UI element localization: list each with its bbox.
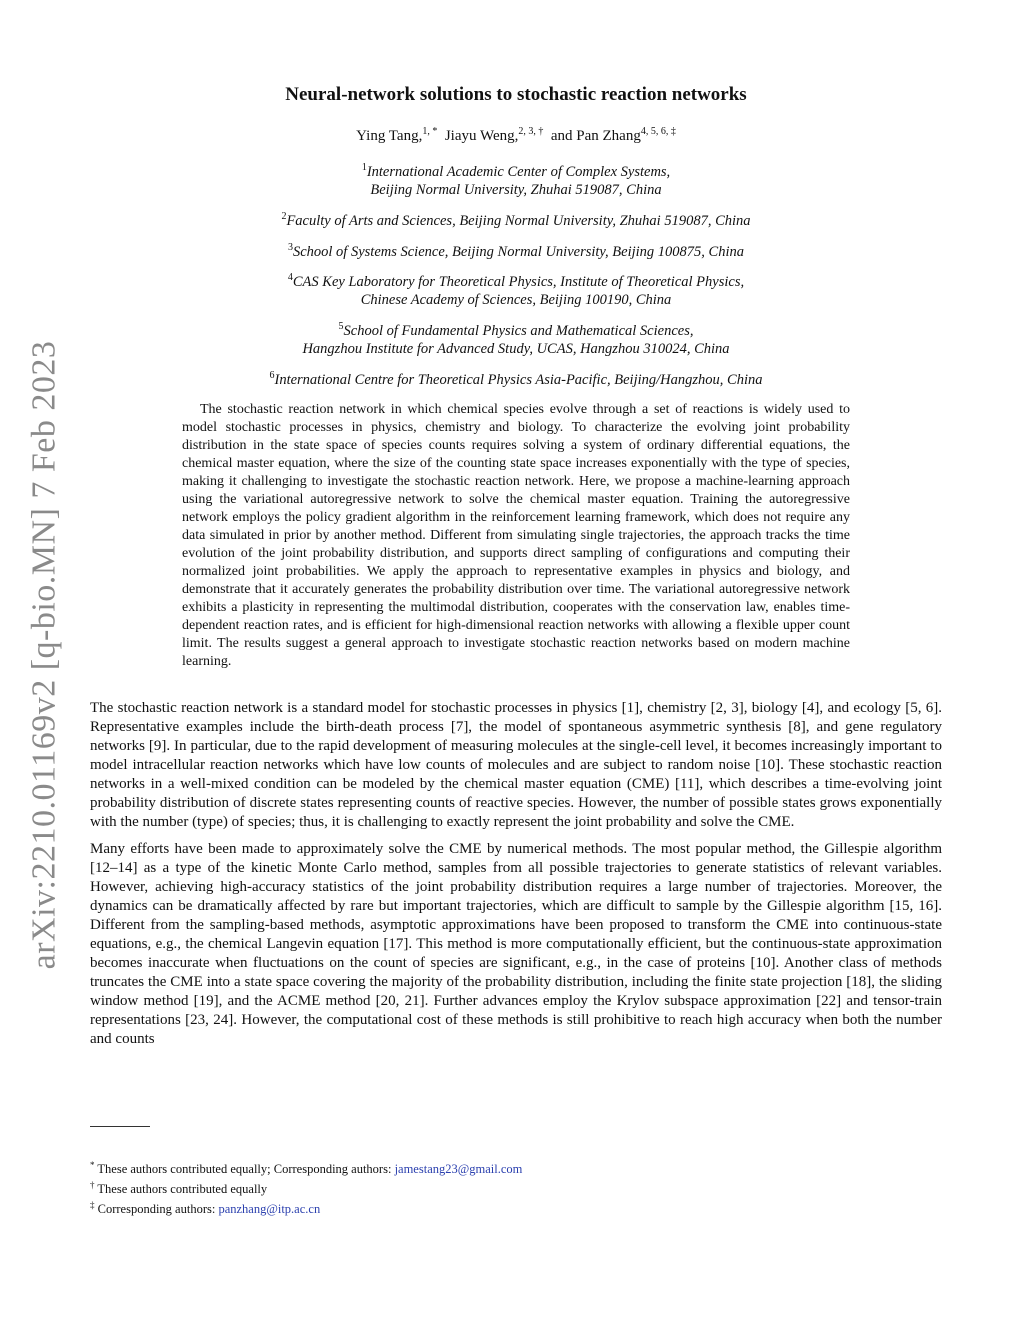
author-affil-marks: 4, 5, 6, ‡ [640, 126, 676, 137]
arxiv-identifier: arXiv:2210.01169v2 [q-bio.MN] 7 Feb 2023 [25, 340, 63, 970]
footnote-divider [90, 1126, 150, 1127]
footnote-item: * These authors contributed equally; Corresponding authors: jamestang23@gmail.com [90, 1160, 523, 1177]
arxiv-identifier-sidebar [14, 340, 74, 970]
author-name: Ying Tang, [356, 128, 423, 144]
body-paragraph: The stochastic reaction network is a standard model for stochastic processes in physics [1], chemistry [2, 3], biology [4], and ecology [5, 6]. Representative examples include the birth-death process [7], the model of spontaneous asymmetric synthesis [8], and gene regulatory networks [9]. In particular, due to the rapid development of measuring molecules at the single-cell level, it becomes increasingly important to model intracellular reaction networks which have low counts of molecules and are subject to random noise [10]. These stochastic reaction networks in a well-mixed condition can be modeled by the chemical master equation (CME) [11], which describes a time-evolving joint probability distribution of discrete states representing counts of reactive species. However, the number of possible states grows exponentially with the number (type) of species; thus, it is challenging to exactly represent the joint probability and solve the CME. [90, 699, 942, 830]
affiliation-6: $^6$International Centre for Theoretical Physics Asia-Pacific, Beijing/Hangzhou, China [269, 370, 763, 388]
email-link[interactable]: panzhang@itp.ac.cn [218, 1202, 321, 1217]
author-name: Jiayu Weng, [444, 128, 519, 144]
paper-page [90, 84, 942, 1057]
paper-title: Neural-network solutions to stochastic reaction networks [285, 84, 747, 105]
footnote-item: † These authors contributed equally [90, 1180, 268, 1197]
author-list [90, 126, 942, 145]
affiliation-2: $^2$Faculty of Arts and Sciences, Beijing Normal University, Zhuhai 519087, China [281, 210, 751, 229]
email-link[interactable]: jamestang23@gmail.com [394, 1162, 523, 1177]
abstract: The stochastic reaction network in which chemical species evolve through a set of reactions is widely used to model stochastic processes in physics, chemistry and biology. To characterize the evolving joint probability distribution in the state space of species counts requires solving a system of ordinary differential equations, the chemical master equation, where the size of the counting state space increases exponentially with the type of species, making it challenging to investigate the stochastic reaction network. Here, we propose a machine-learning approach using the variational autoregressive network to solve the chemical master equation. Training the autoregressive network employs the policy gradient algorithm in the reinforcement learning framework, which does not require any data simulated in prior by another method. Different from simulating single trajectories, the approach tracks the time evolution of the joint probability distribution, and supports direct sampling of configurations and computing their normalized joint probabilities. We apply the approach to representative examples in physics and biology, and demonstrate that it accurately generates the probability distribution over time. The variational autoregressive network exhibits a plasticity in representing the multimodal distribution, cooperates with the conservation law, enables time-dependent reaction rates, and is efficient for high-dimensional reaction networks with allowing a flexible upper count limit. The results suggest a general approach to investigate stochastic reaction networks based on modern machine learning. [182, 401, 850, 669]
author-name: and Pan Zhang [550, 128, 641, 144]
author-affil-marks: 2, 3, † [518, 126, 544, 137]
affiliation-5: $^5$School of Fundamental Physics and Mathematical Sciences, Hangzhou Institute for Advanced Study, UCAS, Hangzhou 310024, China [302, 321, 730, 358]
body-paragraph: Many efforts have been made to approximately solve the CME by numerical methods. The most popular method, the Gillespie algorithm [12–14] as a type of the kinetic Monte Carlo method, samples from all possible trajectories to generate statistics of relevant variables. However, achieving high-accuracy statistics of the joint probability distribution requires a large number of trajectories. Moreover, the dynamics can be dramatically affected by rare but important trajectories, which are difficult to sample by the Gillespie algorithm [15, 16]. Different from the sampling-based methods, asymptotic approximations have been proposed to transform the CME into continuous-state equations, e.g., the chemical Langevin equation [17]. This method is more computationally efficient, but the continuous-state approximation becomes inaccurate when fluctuations on the count of species are significant, e.g., in the case of proteins [10]. Another class of methods truncates the CME into a state space covering the majority of the probability distribution, including the finite state projection [18], the sliding window method [19], and the ACME method [20, 21]. Further advances employ the Krylov subspace approximation [22] and tensor-train representations [23, 24]. However, the computational cost of these methods is still prohibitive to reach high accuracy when both the number and counts [90, 840, 942, 1047]
footnote-item: ‡ Corresponding authors: panzhang@itp.ac.cn [90, 1200, 321, 1217]
author-affil-marks: 1, * [422, 126, 438, 137]
affiliation-4: $^4$CAS Key Laboratory for Theoretical Physics, Institute of Theoretical Physics, Chinese Academy of Sciences, Beijing 100190, China [287, 272, 745, 309]
body-text [90, 699, 942, 1049]
footnotes [90, 1157, 942, 1217]
affiliation-3: $^3$School of Systems Science, Beijing Normal University, Beijing 100875, China [287, 241, 745, 260]
affiliation-1: $^1$International Academic Center of Complex Systems, Beijing Normal University, Zhuhai 519087, China [361, 162, 671, 198]
